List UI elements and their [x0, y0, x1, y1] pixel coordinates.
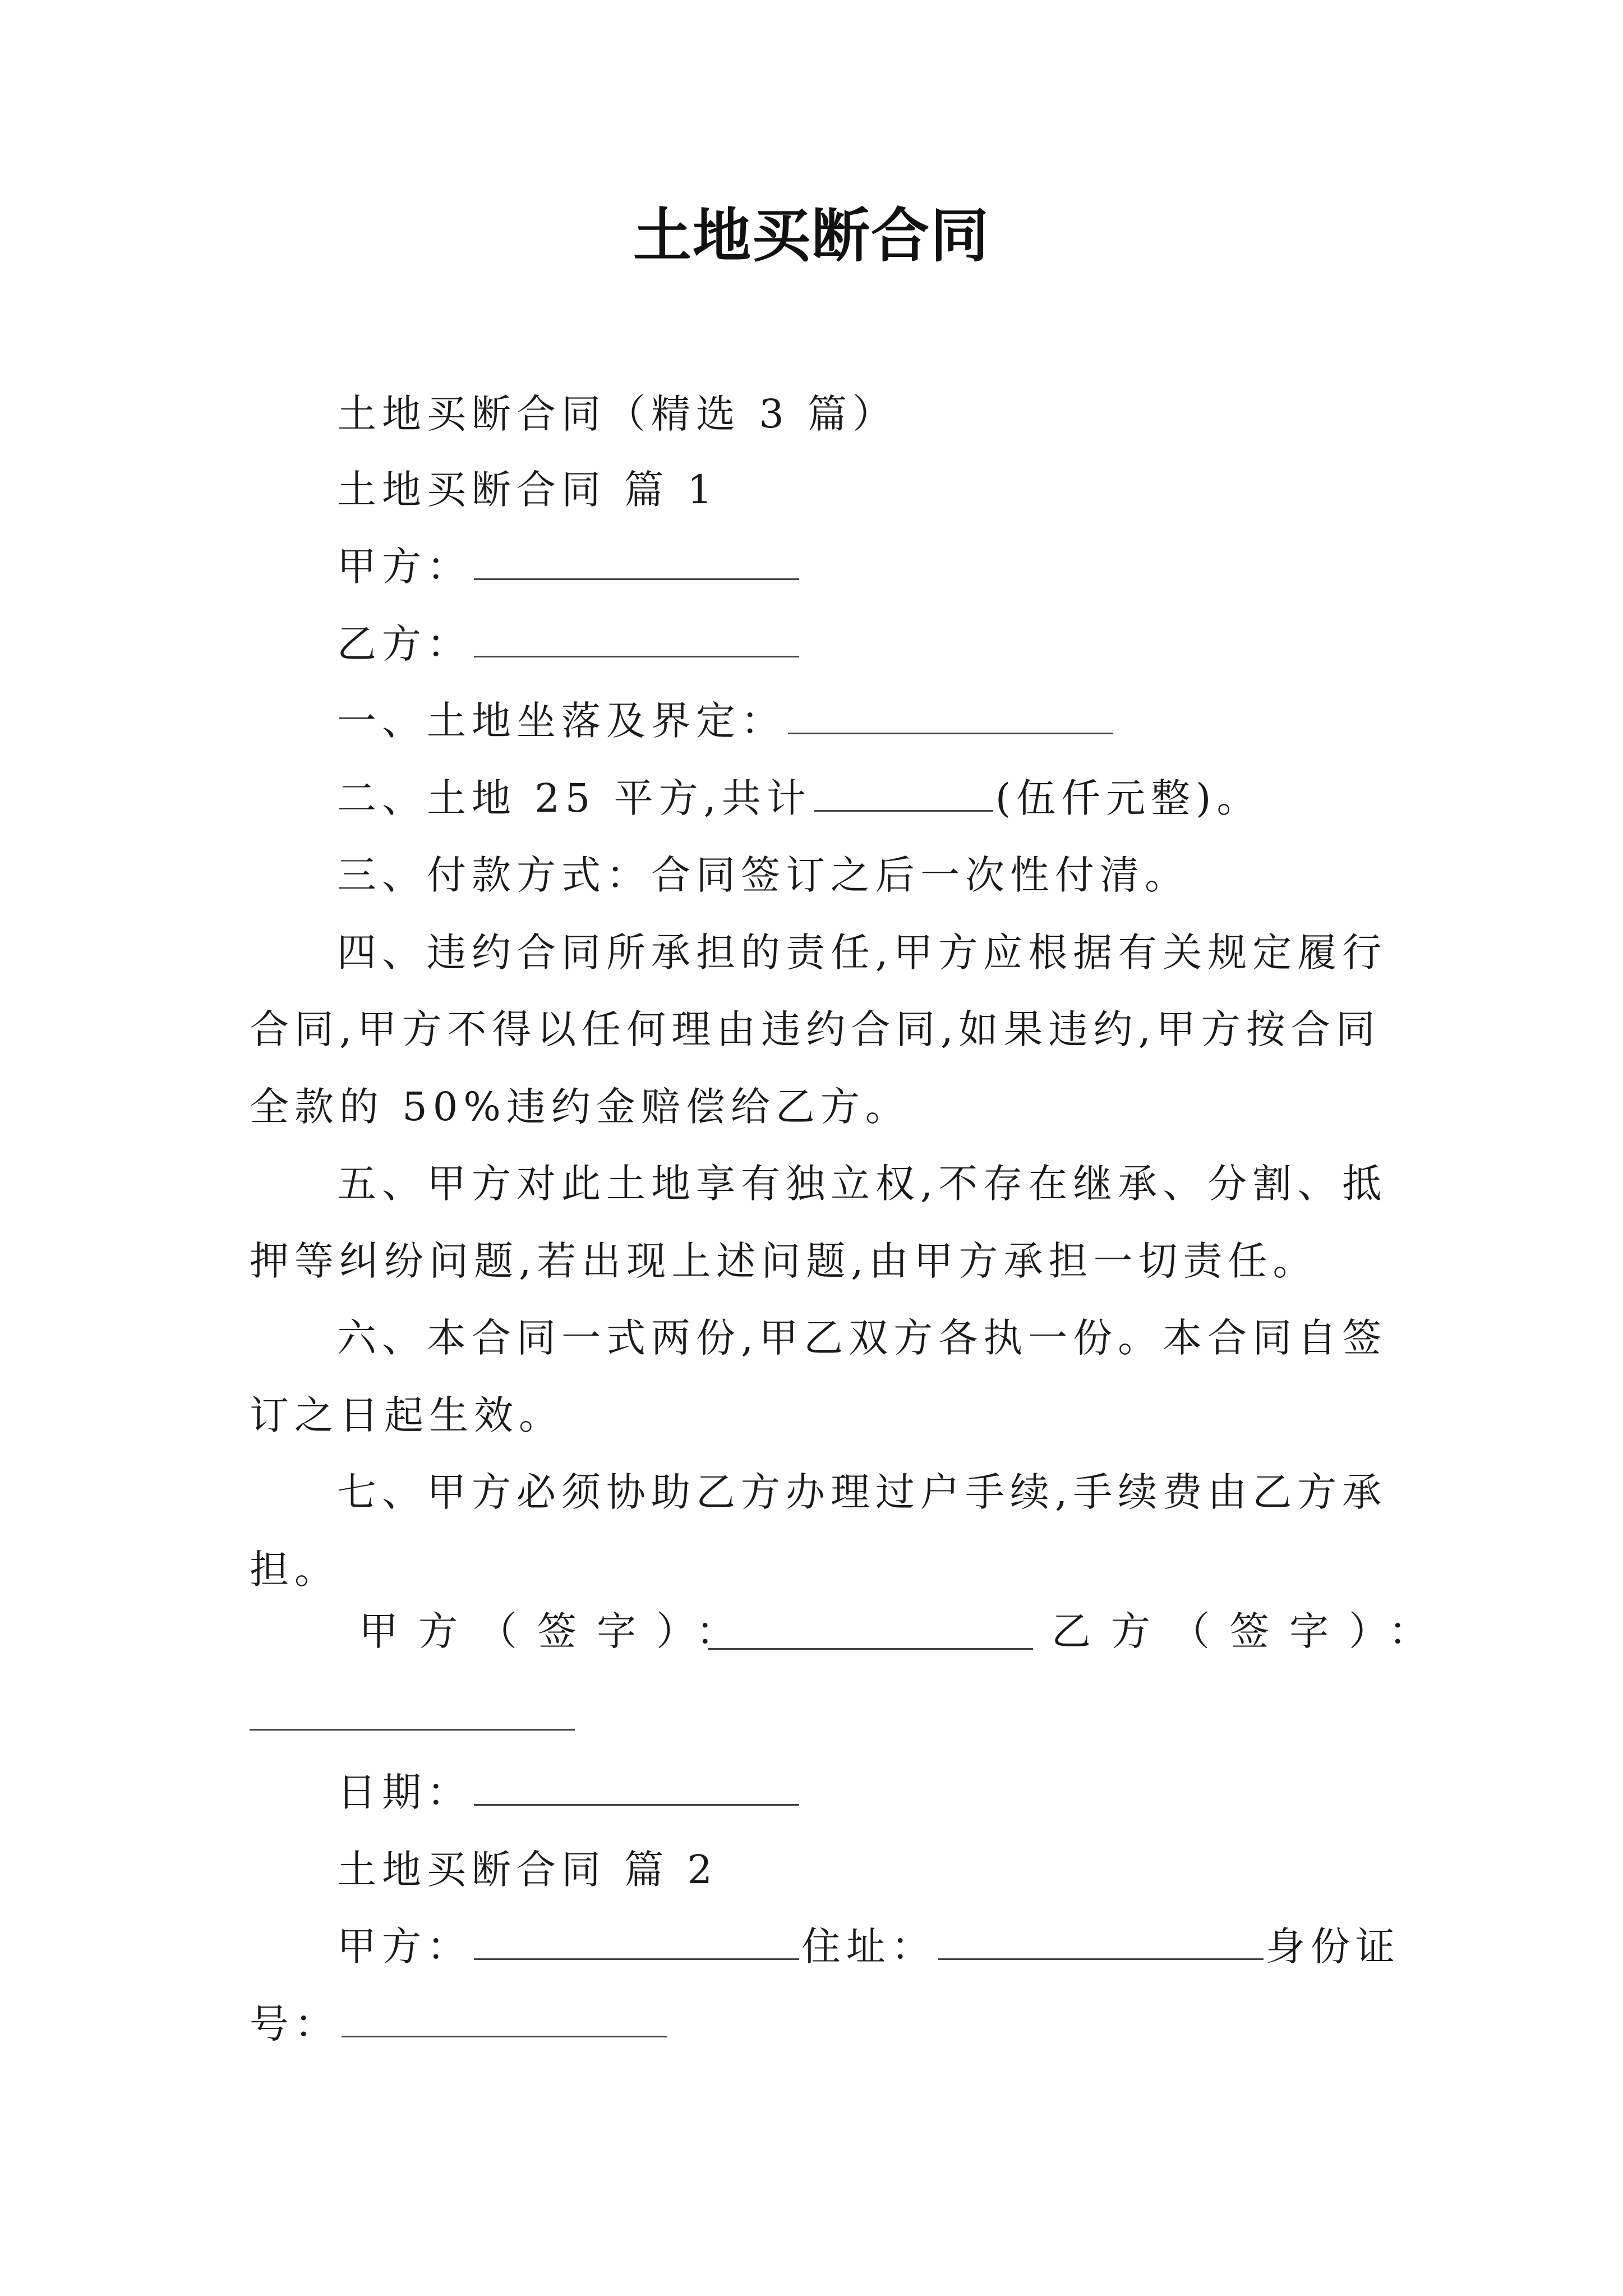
clause-2-pre: 二、土地 25 平方,共计: [337, 775, 811, 821]
party-a-label: 甲方：: [337, 544, 472, 590]
document-subtitle: 土地买断合同（精选 3 篇）: [337, 391, 898, 437]
party-b-signature-blank: [250, 1729, 575, 1731]
section-2-address-label: 住址：: [801, 1924, 936, 1970]
party-b-signature-label: 乙方（签字）：: [1052, 1608, 1448, 1654]
party-b-blank: [474, 649, 799, 657]
party-a-signature-blank: [708, 1648, 1033, 1650]
clause-1-label: 一、土地坐落及界定：: [337, 698, 786, 744]
clause-2-line: [337, 771, 1261, 825]
clause-7-line-2: 担。: [250, 1547, 339, 1593]
clause-1-blank: [788, 726, 1113, 734]
party-a-signature-label: 甲方（签字）：: [359, 1608, 755, 1654]
section-2-id-label: 身份证: [1266, 1924, 1400, 1970]
section-2-id-label-cont: 号：: [250, 2001, 339, 2047]
section-2-heading: 土地买断合同 篇 2: [337, 1847, 718, 1893]
clause-2-blank: [814, 803, 993, 812]
clause-4-line-2: 合同,甲方不得以任何理由违约合同,如果违约,甲方按合同: [250, 1006, 1381, 1052]
section-2-id-line: [250, 1997, 669, 2051]
party-b-line: [337, 617, 801, 671]
clause-5-line-2: 押等纠纷问题,若出现上述问题,由甲方承担一切责任。: [250, 1238, 1318, 1284]
clause-4-line-3: 全款的 50%违约金赔偿给乙方。: [250, 1084, 910, 1130]
section-2-party-a-line: [337, 1920, 1400, 1973]
document-title: 土地买断合同: [633, 201, 990, 270]
party-b-label: 乙方：: [337, 621, 472, 667]
section-2-address-blank: [938, 1952, 1264, 1960]
date-line: [337, 1765, 801, 1819]
section-2-id-blank: [342, 2029, 667, 2037]
date-blank: [474, 1797, 799, 1806]
section-2-party-a-label: 甲方：: [337, 1924, 472, 1970]
clause-3: 三、付款方式：合同签订之后一次性付清。: [337, 852, 1189, 898]
clause-6-line-2: 订之日起生效。: [250, 1392, 564, 1438]
clause-5-line-1: 五、甲方对此土地享有独立权,不存在继承、分割、抵: [337, 1161, 1387, 1207]
party-a-blank: [474, 572, 799, 580]
clause-4-line-1: 四、违约合同所承担的责任,甲方应根据有关规定履行: [337, 930, 1387, 976]
clause-2-post: (伍仟元整)。: [995, 775, 1262, 821]
section-2-party-a-blank: [474, 1952, 799, 1960]
clause-1-line: [337, 694, 1115, 748]
date-label: 日期：: [337, 1769, 472, 1815]
section-1-heading: 土地买断合同 篇 1: [337, 467, 718, 513]
clause-6-line-1: 六、本合同一式两份,甲乙双方各执一份。本合同自签: [337, 1315, 1387, 1361]
party-a-line: [337, 540, 801, 593]
clause-7-line-1: 七、甲方必须协助乙方办理过户手续,手续费由乙方承: [337, 1469, 1387, 1515]
